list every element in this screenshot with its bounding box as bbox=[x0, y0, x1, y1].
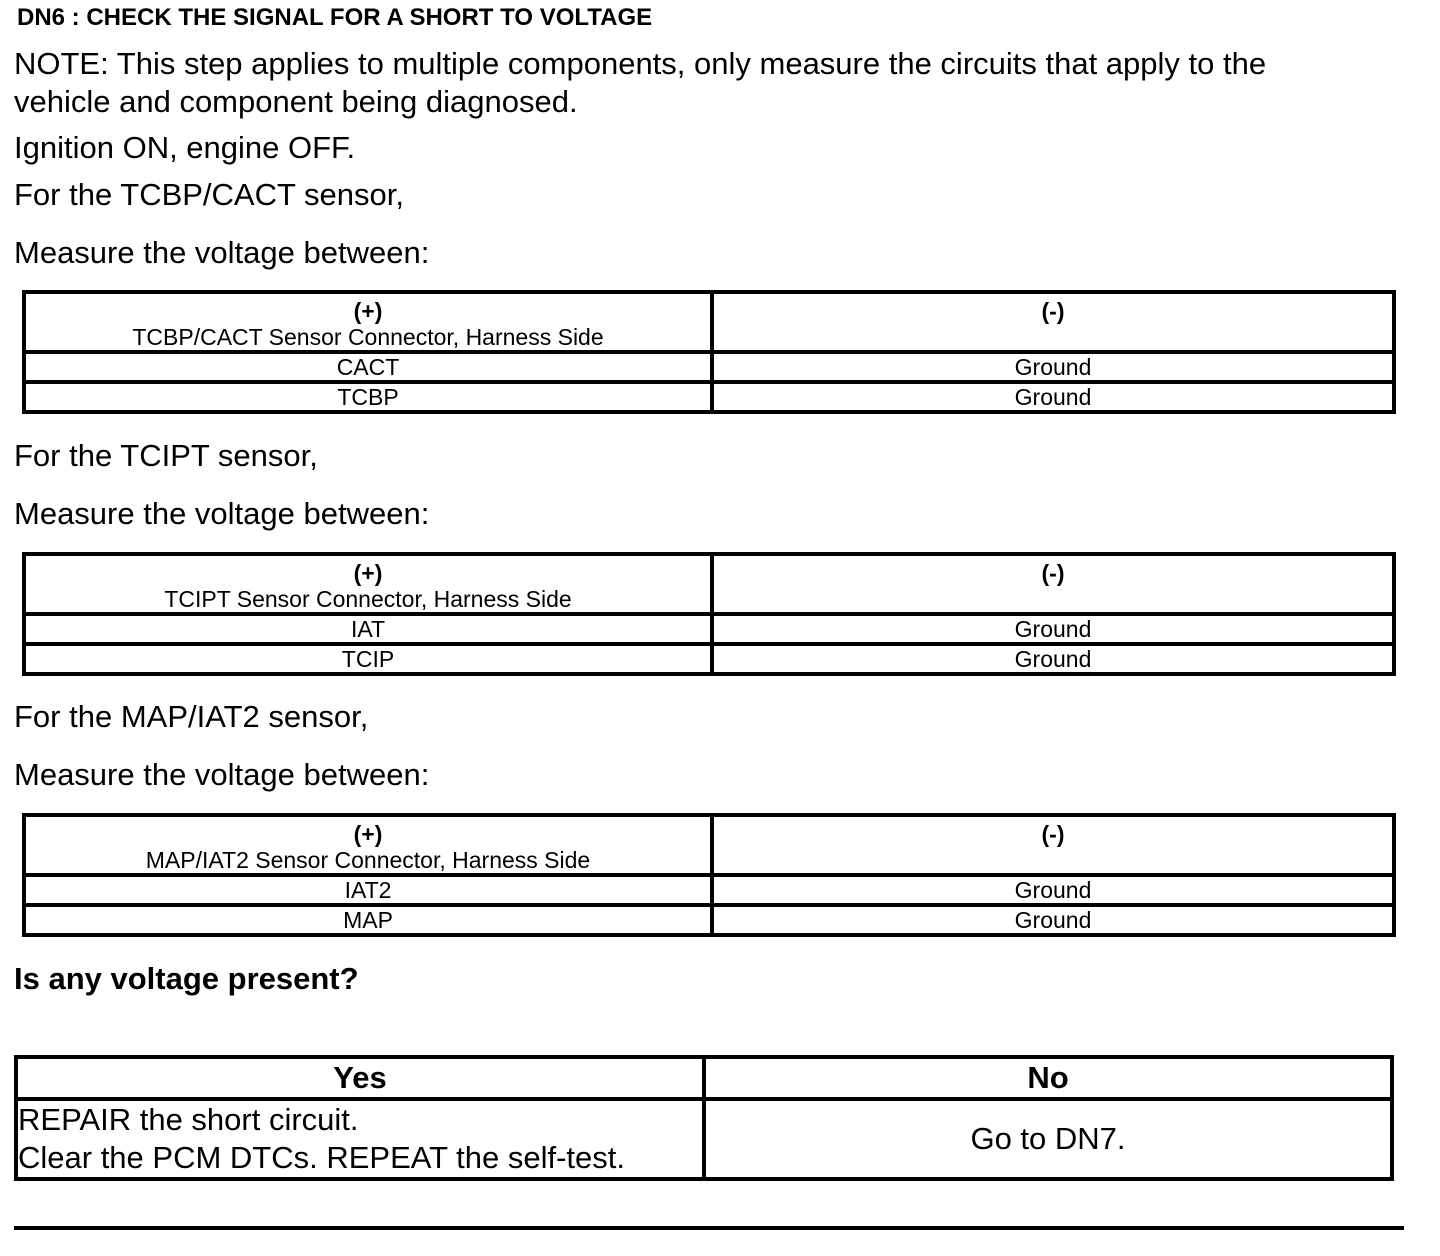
plus-cell: MAP bbox=[24, 905, 712, 935]
table-row bbox=[24, 644, 1394, 674]
no-header: No bbox=[704, 1057, 1392, 1099]
plus-header-cell bbox=[24, 554, 712, 614]
table-header-row bbox=[24, 815, 1394, 875]
plus-cell: TCIP bbox=[24, 644, 712, 674]
minus-sign: (-) bbox=[1041, 560, 1065, 586]
minus-cell: Ground bbox=[712, 905, 1394, 935]
plus-header-cell bbox=[24, 815, 712, 875]
plus-cell: TCBP bbox=[24, 382, 712, 412]
bottom-divider bbox=[14, 1226, 1404, 1230]
yes-action-cell bbox=[16, 1099, 704, 1179]
table-row bbox=[24, 875, 1394, 905]
minus-cell: Ground bbox=[712, 614, 1394, 644]
table-header-row bbox=[24, 292, 1394, 352]
ignition-instruction: Ignition ON, engine OFF. bbox=[14, 130, 356, 165]
plus-sign: (+) bbox=[353, 821, 383, 847]
note-line-2: vehicle and component being diagnosed. bbox=[14, 84, 578, 119]
plus-sign: (+) bbox=[353, 560, 383, 586]
plus-header-label: TCBP/CACT Sensor Connector, Harness Side bbox=[132, 324, 604, 350]
table-row bbox=[24, 614, 1394, 644]
minus-cell: Ground bbox=[712, 352, 1394, 382]
plus-header-label: TCIPT Sensor Connector, Harness Side bbox=[164, 586, 572, 612]
section-2-measure-table bbox=[22, 552, 1396, 676]
section-1-measure-table bbox=[22, 290, 1396, 414]
result-header-row bbox=[16, 1057, 1392, 1099]
section-2-for-text: For the TCIPT sensor, bbox=[14, 438, 318, 473]
minus-cell: Ground bbox=[712, 875, 1394, 905]
step-title: DN6 : CHECK THE SIGNAL FOR A SHORT TO VOLTAGE bbox=[17, 4, 653, 31]
plus-cell: IAT bbox=[24, 614, 712, 644]
minus-cell: Ground bbox=[712, 644, 1394, 674]
result-body-row bbox=[16, 1099, 1392, 1179]
minus-cell: Ground bbox=[712, 382, 1394, 412]
plus-cell: CACT bbox=[24, 352, 712, 382]
section-3-measure-table bbox=[22, 813, 1396, 937]
minus-header-cell bbox=[712, 815, 1394, 875]
section-3-measure-text: Measure the voltage between: bbox=[14, 757, 430, 792]
minus-sign: (-) bbox=[1041, 821, 1065, 847]
table-row bbox=[24, 382, 1394, 412]
plus-header-label: MAP/IAT2 Sensor Connector, Harness Side bbox=[145, 847, 591, 873]
plus-sign: (+) bbox=[353, 298, 383, 324]
section-3-for-text: For the MAP/IAT2 sensor, bbox=[14, 699, 369, 734]
yes-action-line-1: REPAIR the short circuit. bbox=[18, 1102, 359, 1137]
plus-header-cell bbox=[24, 292, 712, 352]
minus-header-cell bbox=[712, 292, 1394, 352]
voltage-question: Is any voltage present? bbox=[14, 961, 359, 996]
table-row bbox=[24, 905, 1394, 935]
note-text bbox=[14, 45, 1266, 121]
section-2-measure-text: Measure the voltage between: bbox=[14, 496, 430, 531]
note-line-1: NOTE: This step applies to multiple components, only measure the circuits that apply to the bbox=[14, 46, 1267, 81]
minus-sign: (-) bbox=[1041, 298, 1065, 324]
plus-cell: IAT2 bbox=[24, 875, 712, 905]
table-header-row bbox=[24, 554, 1394, 614]
table-row bbox=[24, 352, 1394, 382]
no-action-cell: Go to DN7. bbox=[704, 1099, 1392, 1179]
minus-header-cell bbox=[712, 554, 1394, 614]
yes-action-line-2: Clear the PCM DTCs. REPEAT the self-test. bbox=[18, 1140, 625, 1175]
section-1-for-text: For the TCBP/CACT sensor, bbox=[14, 177, 404, 212]
yes-header: Yes bbox=[16, 1057, 704, 1099]
result-table bbox=[14, 1055, 1394, 1181]
section-1-measure-text: Measure the voltage between: bbox=[14, 235, 430, 270]
